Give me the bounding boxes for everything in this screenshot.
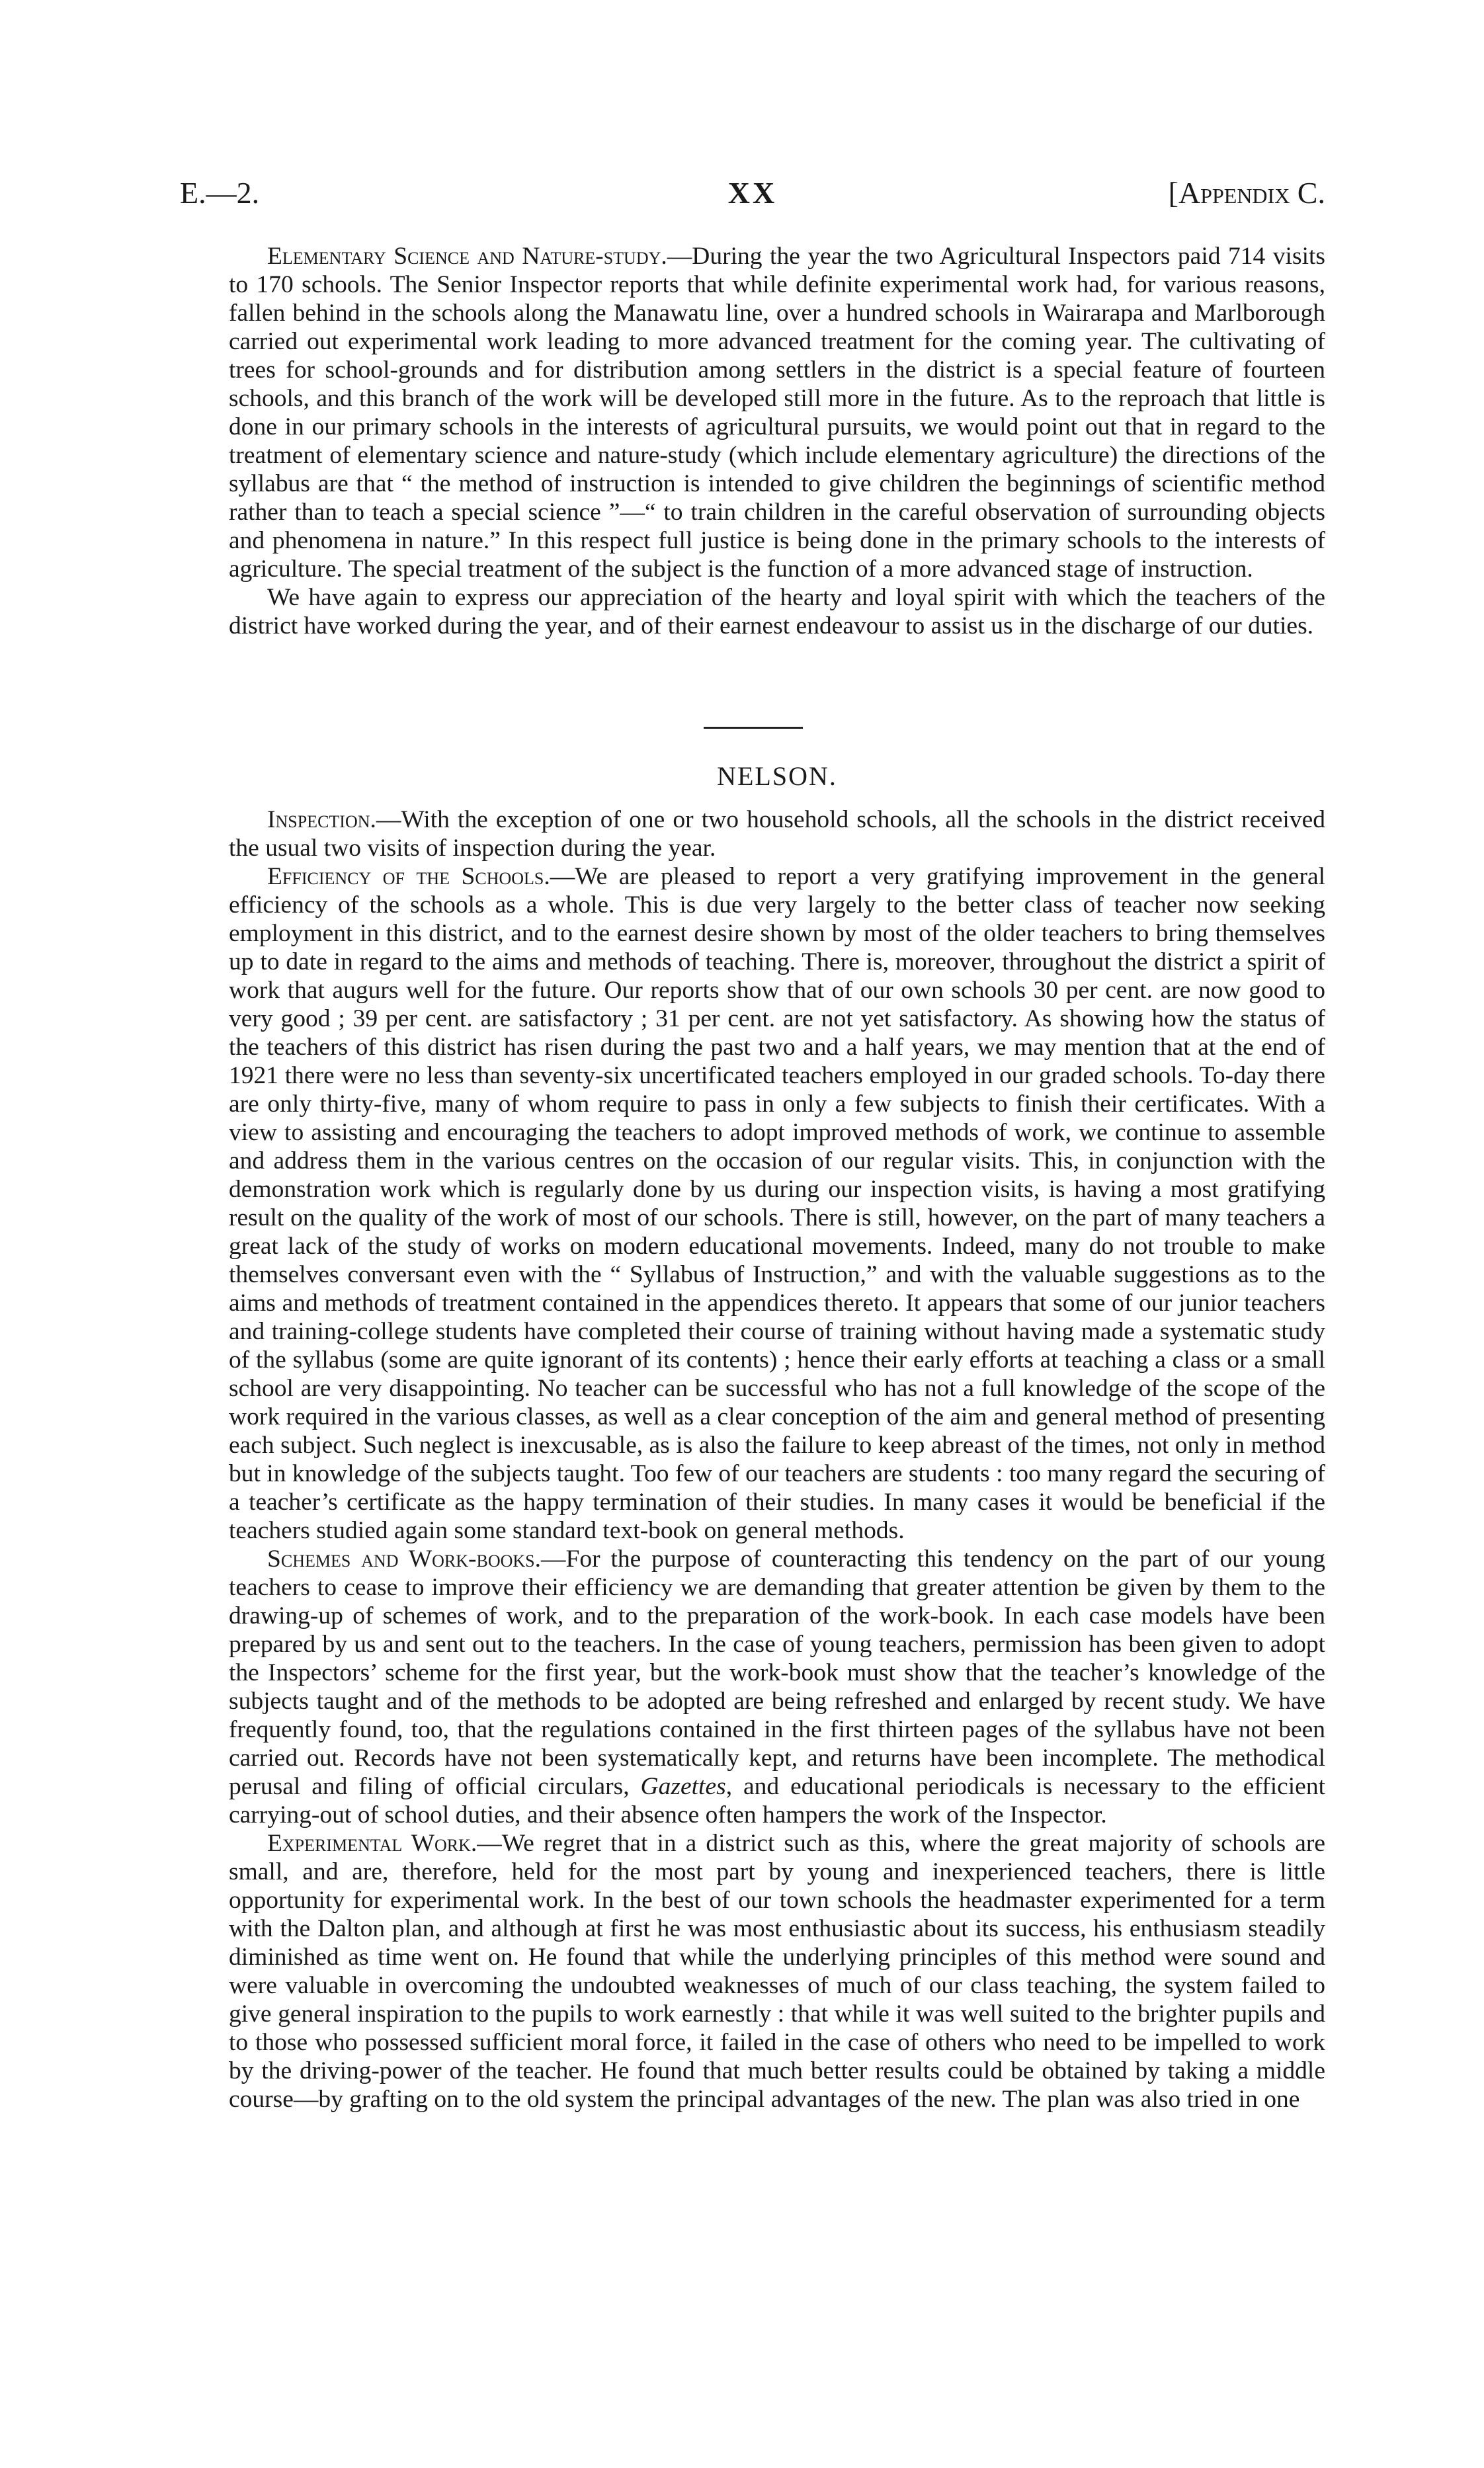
paragraph-elementary-science (229, 242, 1325, 583)
paragraph-lead: Efficiency of the Schools. (267, 863, 550, 890)
section-elementary-science (229, 242, 1325, 640)
header-appendix: [Appendix C. (1168, 176, 1325, 210)
paragraph-text: —With the exception of one or two household schools, all the schools in the district received the usual two visits of inspection during the year. (229, 806, 1325, 862)
paragraph-experimental-work (229, 1829, 1325, 2114)
paragraph-lead: Elementary Science and Nature-study. (267, 243, 667, 270)
paragraph-text: —During the year the two Agricultural Inspectors paid 714 visits to 170 schools. The Senior Inspector reports that while definite experimental work had, for various reasons, fallen behind in the schools along the Manawatu line, over a hundred schools in Wairarapa and Marlborough carried out experimental work leading to more advanced treatment for the coming year. The cultivating of trees for school-grounds and for distribution among settlers in the district is a special feature of fourteen schools, and this branch of the work will be developed still more in the future. As to the reproach that little is done in our primary schools in the interests of agricultural pursuits, we would point out that in regard to the treatment of elementary science and nature-study (which include elementary agriculture) the directions of the syllabus are that “ the method of instruction is intended to give children the beginnings of scientific method rather than to teach a special science ”—“ to train children in the careful observation of surrounding objects and phenomena in nature.” In this respect full justice is being done in the primary schools to the interests of agriculture. The special treatment of the subject is the function of a more advanced stage of instruction. (229, 243, 1326, 583)
paragraph-lead: Inspection. (267, 806, 376, 833)
page-number: XX (727, 176, 778, 210)
paragraph-efficiency (229, 862, 1325, 1545)
page-header (180, 173, 1325, 213)
paragraph-appreciation: We have again to express our appreciation of the hearty and loyal spirit with which the teachers of the district have worked during the year, and of their earnest endeavour to assist us in the discharge of our duties. (229, 584, 1325, 639)
paragraph-text: —We are pleased to report a very gratifying improvement in the general efficiency of the schools as a whole. This is due very largely to the better class of teacher now seeking employment in this district, and to the earnest desire shown by most of the older teachers to bring themselves up to date in regard to the aims and methods of teaching. There is, moreover, throughout the district a spirit of work that augurs well for the future. Our reports show that of our own schools 30 per cent. are now good to very good ; 39 per cent. are satisfactory ; 31 per cent. are not yet satisfactory. As showing how the status of the teachers of this district has risen during the past two and a half years, we may mention that at the end of 1921 there were no less than seventy-six uncertificated teachers employed in our graded schools. To-day there are only thirty-five, many of whom require to pass in only a few subjects to finish their certificates. With a view to assisting and encouraging the teachers to adopt improved methods of work, we continue to assemble and address them in the various centres on the occasion of our regular visits. This, in conjunction with the demonstration work which is regularly done by us during our inspection visits, is having a most gratifying result on the quality of the work of most of our schools. There is still, however, on the part of many teachers a great lack of the study of works on modern educational movements. Indeed, many do not trouble to make themselves conversant even with the “ Syllabus of Instruction,” and with the valuable suggestions as to the aims and methods of treatment contained in the appendices thereto. It appears that some of our junior teachers and training-college students have completed their course of training without having made a systematic study of the syllabus (some are quite ignorant of its contents) ; hence their early efforts at teaching a class or a small school are very disappointing. No teacher can be successful who has not a full knowledge of the scope of the work required in the various classes, as well as a clear conception of the aim and general method of presenting each subject. Such neglect is inexcusable, as is also the failure to keep abreast of the times, not only in method but in knowledge of the subjects taught. Too few of our teachers are students : too many regard the securing of a teacher’s certificate as the happy termination of their studies. In many cases it would be beneficial if the teachers studied again some standard text-book on general methods. (229, 863, 1326, 1544)
section-nelson (229, 805, 1325, 2114)
paragraph-inspection (229, 805, 1325, 862)
header-reference: E.—2. (180, 176, 260, 210)
paragraph-text: , and educational periodicals is necessary to the efficient carrying-out of school duties, and their absence often hampers the work of the Inspector. (229, 1773, 1325, 1829)
section-heading-nelson: NELSON. (717, 761, 837, 791)
paragraph-text: —For the purpose of counteracting this tendency on the part of our young teachers to cease to improve their efficiency we are demanding that greater attention be given by them to the drawing-up of schemes of work, and to the preparation of the work-book. In each case models have been prepared by us and sent out to the teachers. In the case of young teachers, permission has been given to adopt the Inspectors’ scheme for the first year, but the work-book must show that the teacher’s knowledge of the subjects taught and of the methods to be adopted are being refreshed and enlarged by recent study. We have frequently found, too, that the regulations contained in the first thirteen pages of the syllabus have not been carried out. Records have not been systematically kept, and returns have been incomplete. The methodical perusal and filing of official circulars, (229, 1545, 1325, 1800)
paragraph-schemes (229, 1545, 1325, 1829)
section-divider (704, 727, 803, 729)
paragraph-lead: Schemes and Work-books. (267, 1545, 541, 1573)
paragraph-lead: Experimental Work. (267, 1830, 477, 1857)
paragraph-italic: Gazettes (640, 1773, 726, 1800)
paragraph-text: —We regret that in a district such as this, where the great majority of schools are small, and are, therefore, held for the most part by young and inexperienced teachers, there is little opportunity for experimental work. In the best of our town schools the headmaster experimented for a term with the Dalton plan, and although at first he was most enthusiastic about its success, his enthusiasm steadily diminished as time went on. He found that while the underlying principles of this method were sound and were valuable in overcoming the undoubted weaknesses of much of our class teaching, the system failed to give general inspiration to the pupils to work earnestly : that while it was well suited to the brighter pupils and to those who possessed sufficient moral force, it failed in the case of others who need to be impelled to work by the driving-power of the teacher. He found that much better results could be obtained by taking a middle course—by grafting on to the old system the principal advantages of the new. The plan was also tried in one (229, 1830, 1325, 2113)
